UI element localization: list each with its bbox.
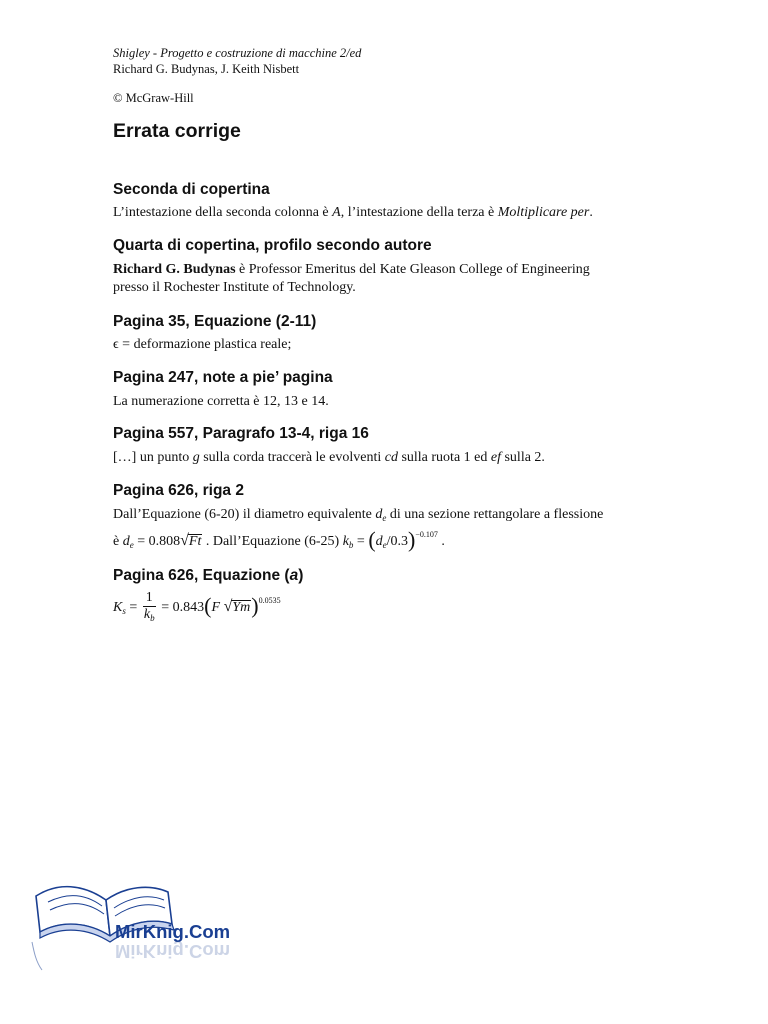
fraction: $\frac{1}{k_b}$: [143, 590, 155, 623]
section-heading-pagina-557: Pagina 557, Paragrafo 13-4, riga 16: [113, 425, 369, 442]
equation-kb: $k_b = (d_e/0.3)^{-0.107}$: [342, 527, 438, 552]
page-title: Errata corrige: [113, 120, 241, 142]
section-heading-seconda-copertina: Seconda di copertina: [113, 181, 270, 198]
book-title: Shigley - Progetto e costruzione di macchine 2/ed: [113, 46, 362, 60]
logo-text-reflection: MirKnig.Com: [115, 941, 231, 962]
logo-text: MirKnig.Com: [115, 921, 231, 942]
author-name: Richard G. Budynas: [113, 262, 236, 277]
epsilon-symbol: ϵ: [113, 337, 119, 352]
equation-ks: $K_s$ = $\frac{1}{k_b}$ = 0.843(F √Ym)$^{0.0535}$: [113, 590, 281, 626]
section-heading-pagina-626-riga2: Pagina 626, riga 2: [113, 482, 244, 499]
section-text-pagina-626-line2: è $d_e = 0.808√Ft$ . Dall’Equazione (6-25) $k_b = (d_e/0.3)^{-0.107}$ .: [113, 527, 445, 552]
section-text-quarta-copertina-line1: Richard G. Budynas è Professor Emeritus del Kate Gleason College of Engineering: [113, 262, 590, 277]
section-text-seconda-copertina: L’intestazione della seconda colonna è A, l’intestazione della terza è Moltiplicare per.: [113, 205, 593, 220]
section-heading-pagina-247: Pagina 247, note a pie’ pagina: [113, 369, 333, 386]
section-text-pagina-626-line1: Dall’Equazione (6-20) il diametro equivalente $d_e$ di una sezione rettangolare a flessione: [113, 507, 604, 523]
section-text-quarta-copertina-line2: presso il Rochester Institute of Technology.: [113, 280, 356, 295]
section-text-pagina-35: ϵ = deformazione plastica reale;: [113, 337, 292, 352]
equation-de: $d_e = 0.808√Ft$: [122, 532, 202, 550]
section-text-pagina-247: La numerazione corretta è 12, 13 e 14.: [113, 394, 329, 409]
copyright: © McGraw-Hill: [113, 91, 194, 105]
sqrt-symbol: √: [223, 598, 233, 616]
section-heading-pagina-626-equazione-a: Pagina 626, Equazione (a): [113, 567, 304, 584]
section-text-pagina-557: […] un punto g sulla corda traccerà le evolventi cd sulla ruota 1 ed ef sulla 2.: [113, 450, 545, 465]
section-heading-quarta-copertina: Quarta di copertina, profilo secondo autore: [113, 237, 432, 254]
book-authors: Richard G. Budynas, J. Keith Nisbett: [113, 62, 300, 76]
sqrt-symbol: √: [180, 532, 189, 549]
section-heading-pagina-35: Pagina 35, Equazione (2-11): [113, 313, 317, 330]
